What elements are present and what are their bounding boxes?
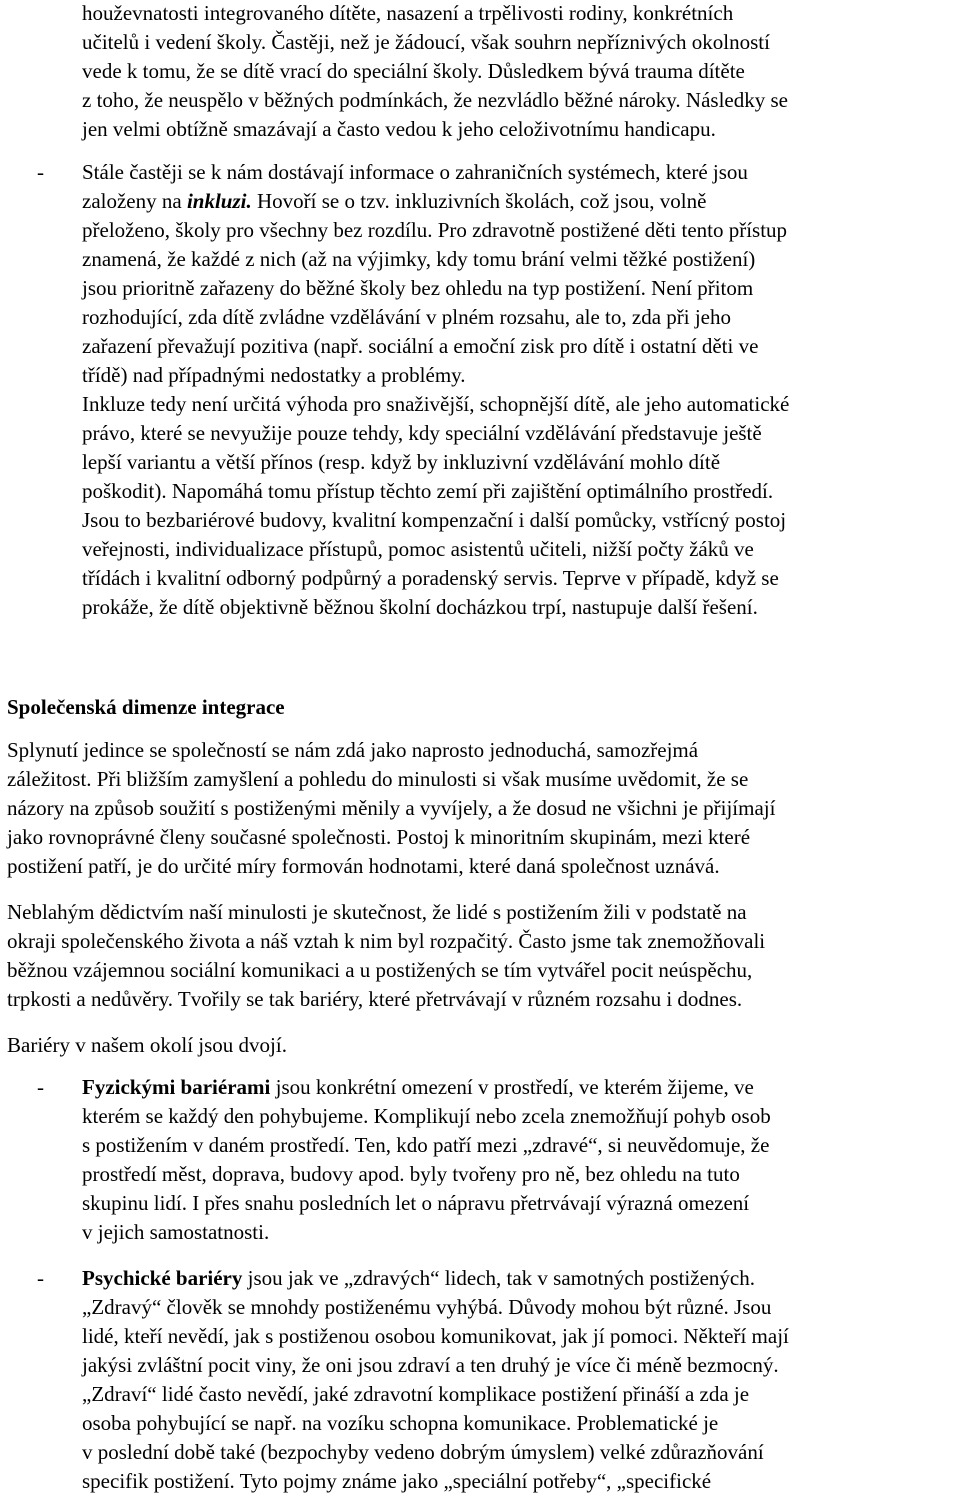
- section-paragraph-3: Bariéry v našem okolí jsou dvojí.: [7, 1033, 287, 1057]
- text-line: jako rovnoprávné členy současné společnosti. Postoj k minoritním skupinám, mezi které: [7, 825, 751, 849]
- text-fragment: založeny na: [82, 189, 187, 213]
- text-line: rozhodující, zda dítě zvládne vzdělávání v plném rozsahu, ale to, zda při jeho: [82, 305, 732, 329]
- text-line: Splynutí jedince se společností se nám zdá jako naprosto jednoduchá, samozřejmá: [7, 738, 699, 762]
- text-line: houževnatosti integrovaného dítěte, nasazení a trpělivosti rodiny, konkrétních: [82, 1, 734, 25]
- section-heading: Společenská dimenze integrace: [7, 695, 285, 719]
- emphasis-inkluzi: inkluzi.: [186, 189, 252, 213]
- text-line: přeloženo, školy pro všechny bez rozdílu. Pro zdravotně postižené děti tento přístup: [82, 218, 788, 242]
- text-line: znamená, že každé z nich (až na výjimky, kdy tomu brání velmi těžké postižení): [82, 247, 756, 271]
- text-line: „Zdraví“ lidé často nevědí, jaké zdravotní komplikace postižení přináší a zda je: [82, 1382, 750, 1406]
- term-psychic-barriers: Psychické bariéry: [82, 1266, 243, 1290]
- text-line: specifik postižení. Tyto pojmy známe jako „speciální potřeby“, „specifické: [82, 1469, 712, 1493]
- text-line: osoba pohybující se např. na vozíku schopna komunikace. Problematické je: [82, 1411, 719, 1435]
- text-line: [82, 1265, 755, 1291]
- text-line: názory na způsob soužití s postiženými měnily a vyvíjely, a že dosud ne všichni je přijímají: [7, 796, 776, 820]
- text-line: Inkluze tedy není určitá výhoda pro snaživější, schopnější dítě, ale jeho automatické: [82, 392, 790, 416]
- text-line: Jsou to bezbariérové budovy, kvalitní kompenzační i další pomůcky, vstřícný postoj: [82, 508, 787, 532]
- text-line: lepší variantu a větší přínos (resp. když by inkluzivní vzdělávání mohlo dítě: [82, 450, 721, 474]
- text-line: z toho, že neuspělo v běžných podmínkách, že nezvládlo běžné nároky. Následky se: [82, 88, 788, 112]
- text-line: v jejich samostatnosti.: [82, 1220, 270, 1244]
- text-fragment: jsou konkrétní omezení v prostředí, ve kterém žijeme, ve: [270, 1075, 754, 1099]
- text-line: [82, 1074, 754, 1100]
- text-line: v poslední době také (bezpochyby vedeno dobrým úmyslem) velké zdůrazňování: [82, 1440, 764, 1464]
- text-line: kterém se každý den pohybujeme. Komplikují nebo zcela znemožňují pohyb osob: [82, 1104, 771, 1128]
- text-line: záležitost. Při bližším zamyšlení a pohledu do minulosti si však musíme uvědomit, že se: [7, 767, 749, 791]
- text-line: jakýsi zvláštní pocit viny, že oni jsou zdraví a ten druhý je více či méně bezmocný.: [82, 1353, 779, 1377]
- text-line: trpkosti a nedůvěry. Tvořily se tak bariéry, které přetrvávají v různém rozsahu i dodnes.: [7, 987, 743, 1011]
- text-line: třídách i kvalitní odborný podpůrný a poradenský servis. Teprve v případě, když se: [82, 566, 779, 590]
- text-line: běžnou vzájemnou sociální komunikaci a u postižených se tím vytvářel pocit neúspěchu,: [7, 958, 753, 982]
- text-line: postižení patří, je do určité míry formován hodnotami, které daná společnost uznává.: [7, 854, 720, 878]
- text-line: „Zdravý“ člověk se mnohdy postiženému vyhýbá. Důvody mohou být různé. Jsou: [82, 1295, 772, 1319]
- text-fragment: Hovoří se o tzv. inkluzivních školách, což jsou, volně: [251, 189, 707, 213]
- text-line: jen velmi obtížně smazávají a často vedou k jeho celoživotnímu handicapu.: [82, 117, 716, 141]
- text-line: poškodit). Napomáhá tomu přístup těchto zemí při zajištění optimálního prostředí.: [82, 479, 774, 503]
- text-line: s postižením v daném prostředí. Ten, kdo patří mezi „zdravé“, si neuvědomuje, že: [82, 1133, 770, 1157]
- bullet-dash: -: [37, 160, 44, 184]
- text-line: prokáže, že dítě objektivně běžnou školní docházkou trpí, nastupuje další řešení.: [82, 595, 758, 619]
- text-fragment: jsou jak ve „zdravých“ lidech, tak v samotných postižených.: [242, 1266, 755, 1290]
- bullet-dash: -: [37, 1266, 44, 1290]
- text-line: skupinu lidí. I přes snahu posledních let o nápravu přetrvávají výrazná omezení: [82, 1191, 750, 1215]
- text-line: zařazení převažují pozitiva (např. sociální a emoční zisk pro dítě i ostatní děti ve: [82, 334, 759, 358]
- text-line: vede k tomu, že se dítě vrací do speciální školy. Důsledkem bývá trauma dítěte: [82, 59, 745, 83]
- text-line: Neblahým dědictvím naší minulosti je skutečnost, že lidé s postižením žili v podstatě na: [7, 900, 747, 924]
- text-line: Stále častěji se k nám dostávají informace o zahraničních systémech, které jsou: [82, 160, 748, 184]
- term-physical-barriers: Fyzickými bariérami: [82, 1075, 271, 1099]
- text-line: učitelů i vedení školy. Častěji, než je žádoucí, však souhrn nepříznivých okolností: [82, 30, 770, 54]
- text-line: lidé, kteří nevědí, jak s postiženou osobou komunikovat, jak jí pomoci. Někteří mají: [82, 1324, 789, 1348]
- text-line: veřejnosti, individualizace přístupů, pomoc asistentů učiteli, nižší počty žáků ve: [82, 537, 754, 561]
- text-line: prostředí měst, doprava, budovy apod. byly tvořeny pro ně, bez ohledu na tuto: [82, 1162, 740, 1186]
- text-line: [82, 188, 706, 214]
- text-line: jsou prioritně zařazeny do běžné školy bez ohledu na typ postižení. Není přitom: [82, 276, 754, 300]
- text-line: třídě) nad případnými nedostatky a problémy.: [82, 363, 466, 387]
- bullet-dash: -: [37, 1075, 44, 1099]
- text-line: právo, které se nevyužije pouze tehdy, kdy speciální vzdělávání představuje ještě: [82, 421, 762, 445]
- text-line: okraji společenského života a náš vztah k nim byl rozpačitý. Často jsme tak znemožňovali: [7, 929, 766, 953]
